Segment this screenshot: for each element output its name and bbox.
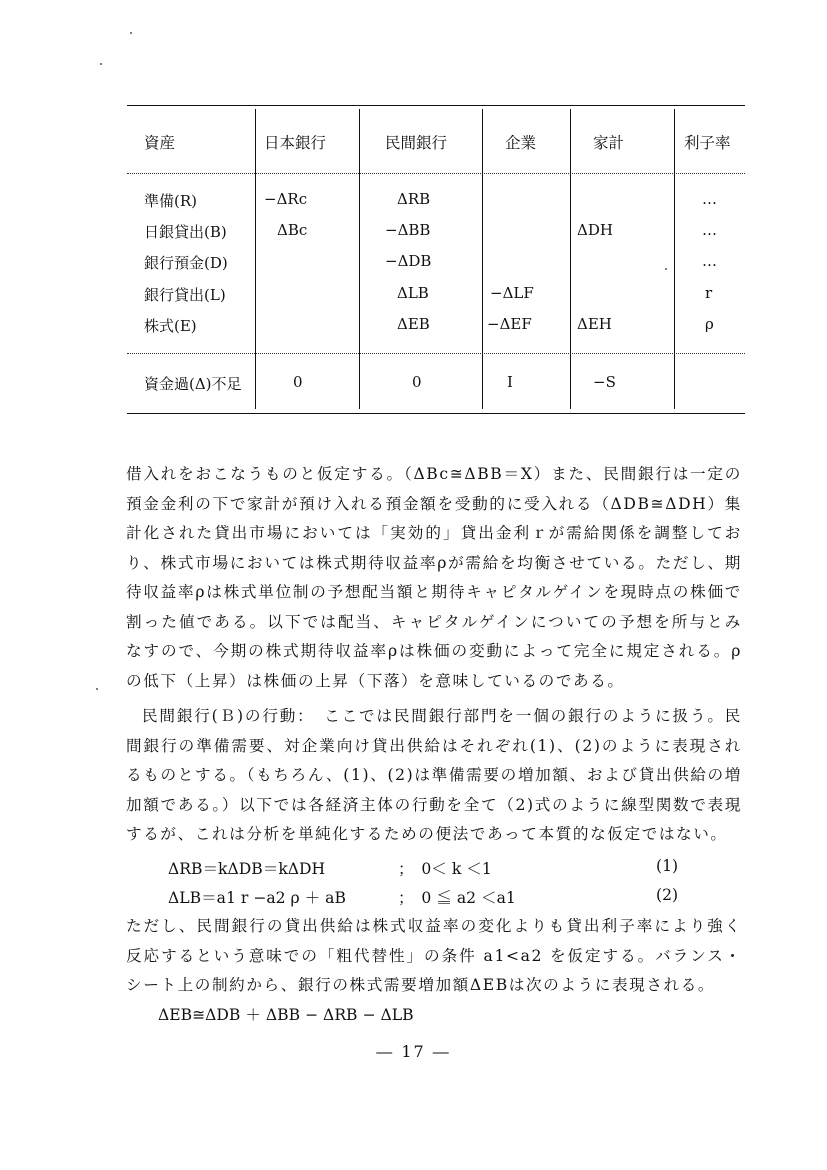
header-households: 家計 — [593, 134, 625, 152]
paragraph-assumptions: 借入れをおこなうものと仮定する。（ΔBc≅ΔBB＝X）また、民間銀行は一定の預金金利の下で家計が預け入れる預金額を受動的に受入れる（ΔDB≅ΔDH）集計化された貸出市場においては「実効的」貸出金利ｒが需給関係を調整しており、株式市場においては株式期待収益率ρが需給を均衡させている。ただし、期待収益率ρは株式単位制の予想配当額と期待キャピタルゲインを現時点の株価で割った値である。以下では配当、キャピタルゲインについての予想を所与とみなすので、今期の株式期待収益率ρは株価の変動によって完全に規定される。ρの低下（上昇）は株価の上昇（下落）を意味しているのである。 — [126, 465, 742, 690]
table-footer-rule — [127, 353, 745, 354]
table-cell: 0 — [412, 373, 422, 391]
table-cell: −ΔLF — [490, 284, 534, 302]
table-cell: −ΔRc — [264, 190, 308, 208]
table-cell: … — [702, 252, 717, 270]
header-banks: 民間銀行 — [385, 134, 448, 152]
table-cell: ρ — [705, 315, 714, 333]
table-top-rule — [127, 105, 745, 106]
table-bottom-rule — [127, 413, 745, 414]
equation-3: ΔEB≅ΔDB ＋ ΔBB − ΔRB − ΔLB — [158, 1006, 414, 1024]
header-interest: 利子率 — [684, 134, 731, 152]
table-cell: ΔRB — [397, 190, 431, 208]
table-cell: 0 — [293, 373, 303, 391]
table-cell: … — [702, 190, 717, 208]
table-cell: ΔLB — [397, 284, 429, 302]
table-cell: ΔBc — [277, 221, 308, 239]
table-cell: −ΔBB — [385, 221, 431, 239]
equation-2-number: (2) — [656, 886, 679, 904]
header-boj: 日本銀行 — [264, 134, 327, 152]
column-divider — [674, 109, 675, 409]
column-divider — [570, 109, 571, 409]
scan-speck — [130, 32, 132, 34]
equation-1-number: (1) — [656, 857, 679, 875]
row-label-net-lending: 資金過(Δ)不足 — [144, 375, 242, 393]
table-cell: ΔEB — [397, 315, 430, 333]
table-cell: r — [705, 284, 713, 302]
row-label-reserves: 準備(R) — [144, 192, 197, 210]
column-divider — [255, 109, 256, 409]
equation-2: ΔLB＝a1 r −a2 ρ ＋ aB — [168, 889, 346, 907]
scan-speck — [100, 63, 102, 65]
equation-1: ΔRB＝kΔDB＝kΔDH — [168, 860, 326, 878]
column-divider — [482, 109, 483, 409]
table-cell: ΔDH — [577, 221, 613, 239]
table-cell: … — [702, 221, 717, 239]
table-cell: I — [507, 373, 513, 391]
table-cell: −ΔDB — [385, 252, 432, 270]
row-label-bank-lending: 銀行貸出(L) — [144, 286, 226, 304]
equation-1-condition: ； 0＜ k ＜1 — [398, 860, 492, 878]
page-number: ― 17 ― — [376, 1042, 451, 1061]
equation-2-condition: ； 0 ≦ a2 ＜a1 — [398, 889, 516, 907]
row-label-equities: 株式(E) — [144, 317, 197, 335]
paragraph-substitutability: ただし、民間銀行の貸出供給は株式収益率の変化よりも貸出利子率により強く反応するという意味での「粗代替性」の条件 a1<a2 を仮定する。バランス・シート上の制約から、銀行の株式需要増加額ΔEBは次のように表現される。 — [126, 917, 742, 994]
column-divider — [359, 109, 360, 409]
header-assets: 資産 — [144, 134, 176, 152]
scan-speck — [665, 268, 667, 270]
table-cell: ΔEH — [577, 315, 612, 333]
row-label-deposits: 銀行預金(D) — [144, 254, 228, 272]
table-cell: −ΔEF — [487, 315, 532, 333]
scan-speck — [96, 688, 98, 690]
table-cell: −S — [593, 373, 616, 391]
table-header-rule — [127, 173, 745, 174]
header-firms: 企業 — [505, 134, 537, 152]
paragraph-bank-behavior: 民間銀行(Ｂ)の行動： ここでは民間銀行部門を一個の銀行のように扱う。民間銀行の準備需要、対企業向け貸出供給はそれぞれ(1)、(2)のように表現されるものとする。（もちろん、(1)、(2)は準備需要の増加額、および貸出供給の増加額である。）以下では各経済主体の行動を全て（2)式のように線型関数で表現するが、これは分析を単純化するための便法であって本質的な仮定ではない。 — [126, 707, 742, 843]
row-label-boj-lending: 日銀貸出(B) — [144, 223, 227, 241]
